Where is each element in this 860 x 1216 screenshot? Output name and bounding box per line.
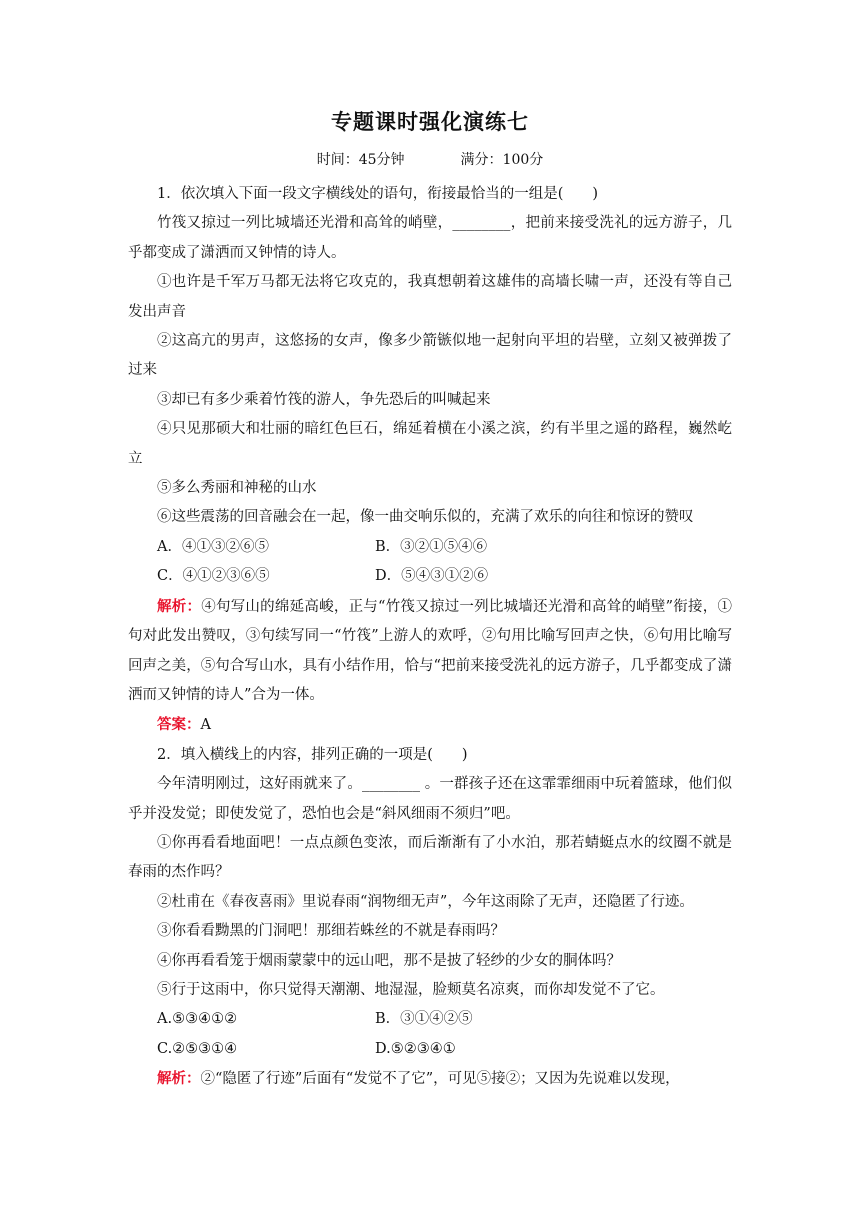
exam-meta (0, 149, 860, 169)
q1-item: ③却已有多少乘着竹筏的游人，争先恐后的叫喊起来 (157, 391, 491, 408)
q2-passage: 今年清明刚过，这好雨就来了。________ 。一群孩子还在这霏霏细雨中玩着篮球，他们似乎并没发觉；即使发觉了，恐怕也会是“斜风细雨不须归”吧。 (128, 776, 732, 822)
q1-option-b: B．③②①⑤④⑥ (375, 538, 488, 555)
analysis-text: ④句写山的绵延高峻，正与“竹筏又掠过一列比城墙还光滑和高耸的峭壁”衔接，①句对此发出赞叹，③句续写同一“竹筏”上游人的欢呼，②句用比喻写回声之快，⑥句用比喻写回声之美，⑤句合写山水，具有小结作用，恰与“把前来接受洗礼的远方游子，几乎都变成了潇洒而又钟情的诗人”合为一体。 (128, 598, 733, 703)
full-score: 满分：100分 (460, 152, 544, 168)
q1-option-a: A．④①③②⑥⑤ (157, 538, 269, 555)
page-title: 专题课时强化演练七 (331, 110, 529, 134)
q1-passage: 竹筏又掠过一列比城墙还光滑和高耸的峭壁，________，把前来接受洗礼的远方游子，几乎都变成了潇洒而又钟情的诗人。 (128, 215, 732, 261)
q2-item: ②杜甫在《春夜喜雨》里说春雨“润物细无声”，今年这雨除了无声，还隐匿了行迹。 (157, 893, 694, 910)
answer-label: 答案： (157, 716, 201, 734)
q1-analysis (128, 592, 732, 711)
q2-analysis (128, 1064, 732, 1094)
q1-item: ⑤多么秀丽和神秘的山水 (157, 480, 317, 497)
q2-option-c: C.②⑤③①④ (157, 1040, 238, 1057)
q1-item: ④只见那硕大和壮丽的暗红色巨石，绵延着横在小溪之滨，约有半里之遥的路程，巍然屹立 (128, 421, 732, 467)
q2-option-d: D.⑤②③④① (375, 1040, 456, 1057)
q1-item: ①也许是千军万马都无法将它攻克的，我真想朝着这雄伟的高墙长啸一声，还没有等自己发出声音 (128, 274, 732, 320)
q2-item: ⑤行于这雨中，你只觉得天潮潮、地湿湿，脸颊莫名凉爽，而你却发觉不了它。 (157, 981, 665, 998)
q1-answer (128, 710, 732, 740)
q2-option-b: B．③①④②⑤ (375, 1011, 473, 1028)
q2-stem: 2．填入横线上的内容，排列正确的一项是( ) (157, 746, 468, 763)
answer-value: A (200, 717, 211, 734)
q1-stem: 1．依次填入下面一段文字横线处的语句，衔接最恰当的一组是( ) (157, 186, 599, 202)
time-limit: 时间：45分钟 (316, 152, 405, 168)
analysis-text: ②“隐匿了行迹”后面有“发觉不了它”，可见⑤接②；又因为先说难以发现， (200, 1071, 680, 1088)
q2-options-row (128, 1035, 732, 1064)
q2-item: ④你再看看笼于烟雨蒙蒙中的远山吧，那不是披了轻纱的少女的胴体吗？ (157, 952, 621, 969)
analysis-label: 解析： (157, 1070, 201, 1088)
q2-options-row (128, 1005, 732, 1034)
q2-option-a: A.⑤③④①② (157, 1011, 238, 1028)
q1-options-row (128, 562, 732, 591)
questions (128, 180, 732, 1095)
q2-item: ①你再看看地面吧！一点点颜色变浓，而后渐渐有了小水泊，那若蜻蜓点水的纹圈不就是春雨的杰作吗？ (128, 834, 732, 881)
q1-option-c: C．④①②③⑥⑤ (157, 568, 270, 585)
q1-option-d: D．⑤④③①②⑥ (375, 568, 489, 585)
analysis-label: 解析： (157, 597, 202, 615)
q1-item: ②这高亢的男声，这悠扬的女声，像多少箭镞似地一起射向平坦的岩壁，立刻又被弹拨了过来 (128, 333, 732, 379)
q1-item: ⑥这些震荡的回音融会在一起，像一曲交响乐似的，充满了欢乐的向往和惊讶的赞叹 (157, 509, 694, 526)
q2-item: ③你看看黝黑的门洞吧！那细若蛛丝的不就是春雨吗？ (157, 923, 505, 940)
q1-options-row (128, 533, 732, 562)
